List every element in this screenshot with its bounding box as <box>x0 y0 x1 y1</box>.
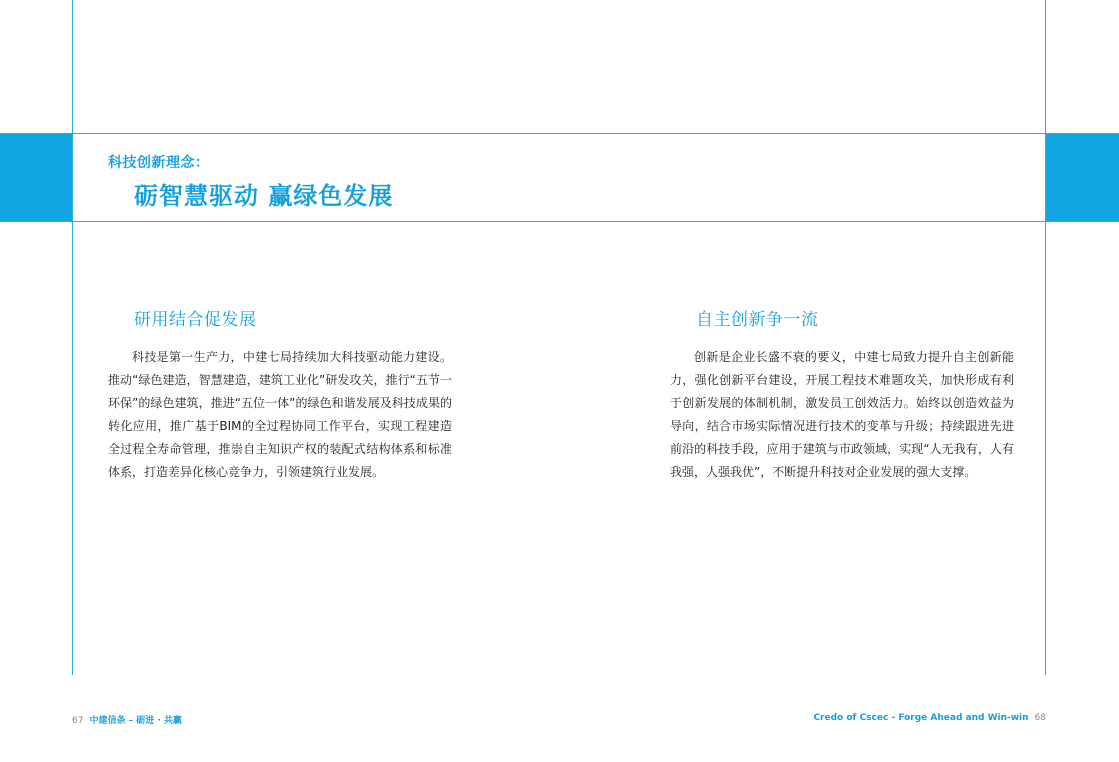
right-accent-bar <box>1046 134 1119 221</box>
right-page-footer <box>813 713 1046 723</box>
right-column-body: 创新是企业长盛不衰的要义，中建七局致力提升自主创新能力，强化创新平台建设，开展工程技术难题攻关，加快形成有利于创新发展的体制机制，激发员工创效活力。始终以创造效益为导向，结合市场实际情况进行技术的变革与升级；持续跟进先进前沿的科技手段，应用于建筑与市政领域，实现“人无我有，人有我强，人强我优”，不断提升科技对企业发展的强大支撑。 <box>670 350 1014 479</box>
section-headline: 砺智慧驱动 赢绿色发展 <box>134 182 394 210</box>
right-margin-guide <box>1045 0 1046 675</box>
section-kicker: 科技创新理念： <box>108 155 210 171</box>
right-column-title: 自主创新争一流 <box>696 310 819 330</box>
header-bottom-rule <box>0 221 1119 222</box>
left-page-number: 67 <box>72 716 84 726</box>
left-footer-text: 中建信条 – 砺进 · 共赢 <box>89 716 182 726</box>
header-top-rule <box>0 133 1119 134</box>
left-column-body: 科技是第一生产力，中建七局持续加大科技驱动能力建设。推动“绿色建造，智慧建造，建筑工业化”研发攻关，推行“五节一环保”的绿色建筑，推进“五位一体”的绿色和谐发展及科技成果的转化应用，推广基于BIM的全过程协同工作平台，实现工程建造全过程全寿命管理，推崇自主知识产权的装配式结构体系和标准体系，打造差异化核心竞争力，引领建筑行业发展。 <box>108 350 452 479</box>
left-page-footer <box>72 713 182 726</box>
left-accent-bar <box>0 134 72 221</box>
left-margin-guide <box>72 0 73 675</box>
left-column-title: 研用结合促发展 <box>134 310 257 330</box>
right-footer-text: Credo of Cscec - Forge Ahead and Win-win <box>813 713 1029 723</box>
right-page-number: 68 <box>1034 713 1046 723</box>
